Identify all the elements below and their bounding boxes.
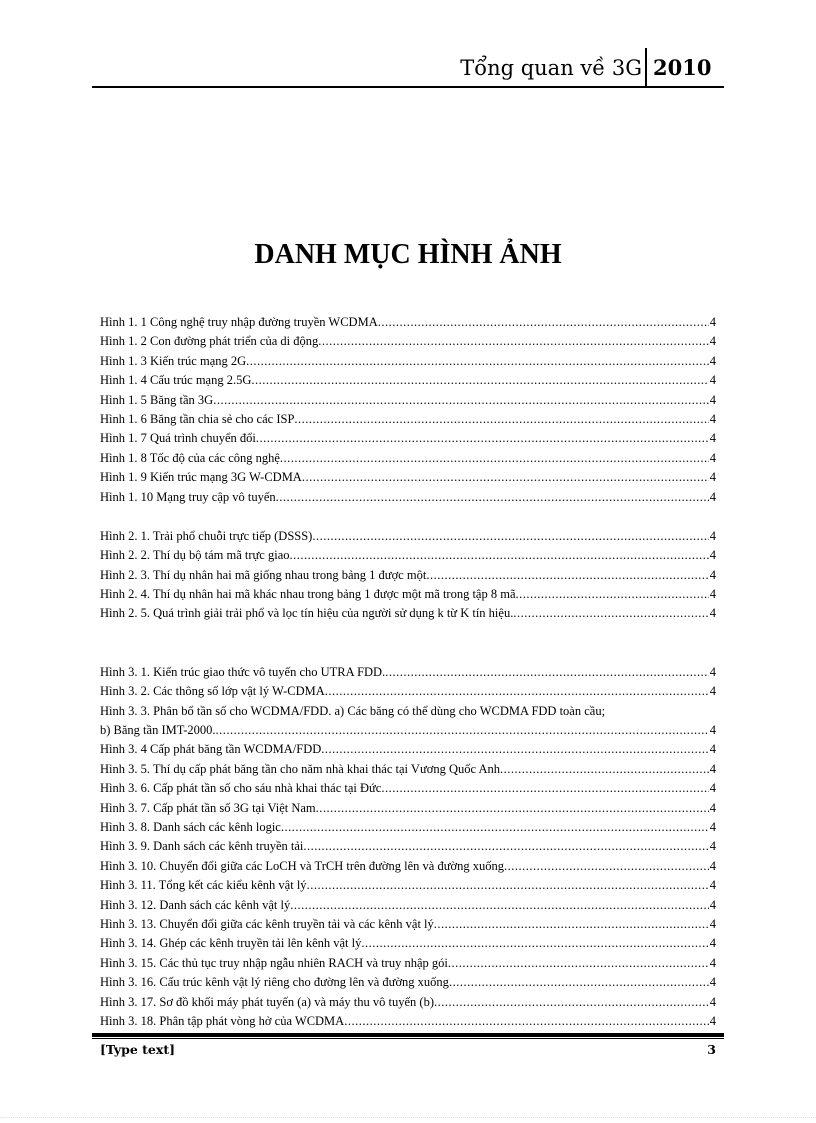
dot-leader [361,934,708,953]
header-year: 2010 [653,55,712,80]
toc-entry[interactable] [100,740,716,759]
toc-entry-page: 4 [709,878,716,893]
dot-leader [312,527,708,546]
toc-entry-page: 4 [709,858,716,873]
toc-entry-text: Hình 2. 2. Thí dụ bộ tám mã trực giao [100,548,290,563]
toc-entry-page: 4 [709,781,716,796]
dot-leader [344,1012,709,1031]
toc-entry[interactable] [100,896,716,915]
dot-leader [316,799,709,818]
toc-entry-text: Hình 1. 6 Băng tần chia sẻ cho các ISP [100,411,295,426]
toc-entry-page: 4 [709,742,716,757]
toc-entry[interactable] [100,546,716,565]
toc-entry-text: Hình 3. 2. Các thông số lớp vật lý W-CDMA [100,684,325,699]
dot-leader [325,682,709,701]
footer-page-number: 3 [707,1042,716,1057]
toc-entry-text: Hình 1. 1 Công nghệ truy nhập đường truyền WCDMA [100,315,378,329]
toc-entry[interactable] [100,954,716,973]
toc-entry-text: Hình 2. 5. Quá trình giải trải phổ và lọc tín hiệu của người sử dụng k từ K tín hiệu. [100,606,514,621]
toc-entry-text: Hình 1. 4 Cấu trúc mạng 2.5G [100,373,252,388]
toc-entry-page: 4 [709,819,716,834]
toc-entry-text: Hình 3. 4 Cấp phát băng tần WCDMA/FDD [100,742,322,757]
dot-leader [290,896,709,915]
toc-entry-text: Hình 3. 9. Danh sách các kênh truyền tải [100,839,304,854]
toc-entry-page: 4 [709,800,716,815]
dot-leader [276,488,709,507]
toc-entry-text: b) Băng tần IMT-2000. [100,723,216,738]
dot-leader [251,371,708,390]
toc-entry-text: Hình 3. 1. Kiến trúc giao thức vô tuyến cho UTRA FDD. [100,664,386,679]
toc-entry-page: 4 [709,606,716,621]
toc-entry[interactable] [100,604,716,623]
dot-leader [500,760,709,779]
toc-entry-page: 4 [709,315,716,329]
toc-entry-text: Hình 2. 1. Trải phổ chuỗi trực tiếp (DSSS) [100,528,313,543]
toc-entry-text: Hình 3. 13. Chuyển đổi giữa các kênh truyền tải và các kênh vật lý [100,916,434,931]
toc-entry-text: Hình 1. 10 Mạng truy cập vô tuyến [100,489,276,504]
toc-entry[interactable] [100,468,716,487]
dot-leader [302,468,709,487]
toc-entry[interactable] [100,760,716,779]
section-spacer [100,507,716,527]
toc-entry[interactable] [100,973,716,992]
figure-list-chapter-3 [100,663,716,1031]
dot-leader [307,876,709,895]
toc-entry[interactable] [100,449,716,468]
dot-leader [280,449,709,468]
dot-leader [303,837,708,856]
toc-entry-text: Hình 1. 9 Kiến trúc mạng 3G W-CDMA [100,470,302,485]
dot-leader [504,857,709,876]
toc-entry[interactable] [100,993,716,1012]
toc-entry-page: 4 [709,684,716,699]
toc-entry-text: Hình 3. 16. Cấu trúc kênh vật lý riêng cho đường lên và đường xuống [100,975,449,990]
toc-entry-page: 4 [709,353,716,368]
toc-entry[interactable] [100,857,716,876]
figure-list-chapter-1 [100,313,716,507]
dot-leader [381,779,708,798]
toc-entry-text: Hình 3. 5. Thí dụ cấp phát băng tần cho năm nhà khai thác tại Vương Quốc Anh [100,761,500,776]
toc-entry-page: 4 [709,916,716,931]
toc-entry[interactable] [100,1012,716,1031]
dot-leader [385,663,709,682]
section-spacer [100,624,716,663]
toc-entry-page: 4 [709,761,716,776]
toc-entry[interactable] [100,429,716,448]
dot-leader [434,915,709,934]
toc-entry-text: Hình 3. 11. Tổng kết các kiểu kênh vật lý [100,878,307,893]
dot-leader [516,585,709,604]
dot-leader [213,391,709,410]
dot-leader [321,740,708,759]
toc-entry-text: Hình 3. 7. Cấp phát tần số 3G tại Việt Nam [100,800,316,815]
toc-entry[interactable] [100,799,716,818]
dot-leader [378,313,709,332]
toc-entry-wrapped-line[interactable]: Hình 3. 3. Phân bổ tần số cho WCDMA/FDD. a) Các băng có thể dùng cho WCDMA FDD toàn cầu; [100,703,606,718]
page-title: DANH MỤC HÌNH ẢNH [254,239,562,270]
toc-entry-text: Hình 3. 12. Danh sách các kênh vật lý [100,897,291,912]
toc-entry[interactable] [100,934,716,953]
dot-leader [318,332,709,351]
dot-leader [256,429,709,448]
toc-entry[interactable] [100,721,716,740]
toc-entry[interactable] [100,818,716,837]
table-of-figures [100,313,716,1031]
toc-entry-page: 4 [709,994,716,1009]
toc-entry[interactable] [100,585,716,604]
toc-entry-page: 4 [709,528,716,543]
toc-entry-page: 4 [709,936,716,951]
dot-leader [434,993,709,1012]
dot-leader [294,410,708,429]
toc-entry-text: Hình 1. 5 Băng tần 3G [100,392,214,407]
toc-entry-text: Hình 3. 6. Cấp phát tần số cho sáu nhà khai thác tại Đức [100,781,382,796]
toc-entry[interactable] [100,352,716,371]
toc-entry[interactable] [100,410,716,429]
dot-leader [281,818,709,837]
toc-entry-text: Hình 2. 4. Thí dụ nhân hai mã khác nhau trong bảng 1 được một mã trong tập 8 mã [100,587,516,602]
toc-entry[interactable] [100,313,716,332]
dot-leader [448,954,709,973]
toc-entry-text: Hình 3. 8. Danh sách các kênh logic [100,819,281,834]
toc-entry[interactable] [100,566,716,585]
toc-entry-text: Hình 1. 8 Tốc độ của các công nghệ [100,450,280,465]
toc-entry-text: Hình 1. 2 Con đường phát triển của di động [100,334,319,349]
toc-entry[interactable] [100,488,716,507]
figure-list-chapter-2 [100,527,716,624]
toc-entry-text: Hình 2. 3. Thí dụ nhân hai mã giống nhau trong bảng 1 được một [100,567,427,582]
toc-entry-page: 4 [709,450,716,465]
dot-leader [246,352,709,371]
toc-entry[interactable] [100,391,716,410]
toc-entry[interactable] [100,527,716,546]
dot-leader [426,566,708,585]
toc-entry-text: Hình 3. 15. Các thủ tục truy nhập ngẫu nhiên RACH và truy nhập gói [100,955,448,970]
dot-leader [513,604,708,623]
toc-entry[interactable] [100,779,716,798]
toc-entry[interactable] [100,663,716,682]
dot-leader [290,546,709,565]
header-divider [645,48,647,88]
toc-entry-page: 4 [709,587,716,602]
toc-entry-text: Hình 1. 7 Quá trình chuyển đổi [100,431,256,446]
toc-entry-page: 4 [709,431,716,446]
toc-entry-page: 4 [709,955,716,970]
toc-entry-text: Hình 1. 3 Kiến trúc mạng 2G [100,353,247,368]
toc-entry-text: Hình 3. 17. Sơ đồ khối máy phát tuyến (a) và máy thu vô tuyến (b) [100,994,434,1009]
header-rule [92,86,724,88]
toc-entry-page: 4 [709,411,716,426]
toc-entry[interactable] [100,371,716,390]
toc-entry-page: 4 [709,373,716,388]
toc-entry-page: 4 [709,334,716,349]
toc-entry-text: Hình 3. 10. Chuyển đổi giữa các LoCH và TrCH trên đường lên và đường xuống [100,858,504,873]
footer-rule-thick [92,1033,724,1037]
toc-entry-page: 4 [709,839,716,854]
toc-entry[interactable] [100,332,716,351]
header-title: Tổng quan về 3G [460,56,642,80]
footer-rule-thin [92,1038,724,1039]
toc-entry-page: 4 [709,548,716,563]
toc-entry-page: 4 [709,392,716,407]
toc-entry[interactable] [100,682,716,701]
dot-leader [449,973,709,992]
page-boundary [0,1117,816,1118]
toc-entry-page: 4 [709,975,716,990]
toc-entry-page: 4 [709,470,716,485]
toc-entry-page: 4 [709,1013,716,1028]
toc-entry-page: 4 [709,723,716,738]
toc-entry[interactable] [100,915,716,934]
toc-entry-page: 4 [709,897,716,912]
toc-entry[interactable] [100,837,716,856]
toc-entry-text: Hình 3. 18. Phân tập phát vòng hở của WCDMA [100,1013,345,1028]
toc-entry-page: 4 [709,567,716,582]
footer-placeholder-text: [Type text] [100,1042,176,1057]
toc-entry-text: Hình 3. 14. Ghép các kênh truyền tải lên kênh vật lý [100,936,362,951]
toc-entry-page: 4 [709,489,716,504]
toc-entry-page: 4 [709,664,716,679]
toc-entry[interactable] [100,876,716,895]
dot-leader [216,721,709,740]
